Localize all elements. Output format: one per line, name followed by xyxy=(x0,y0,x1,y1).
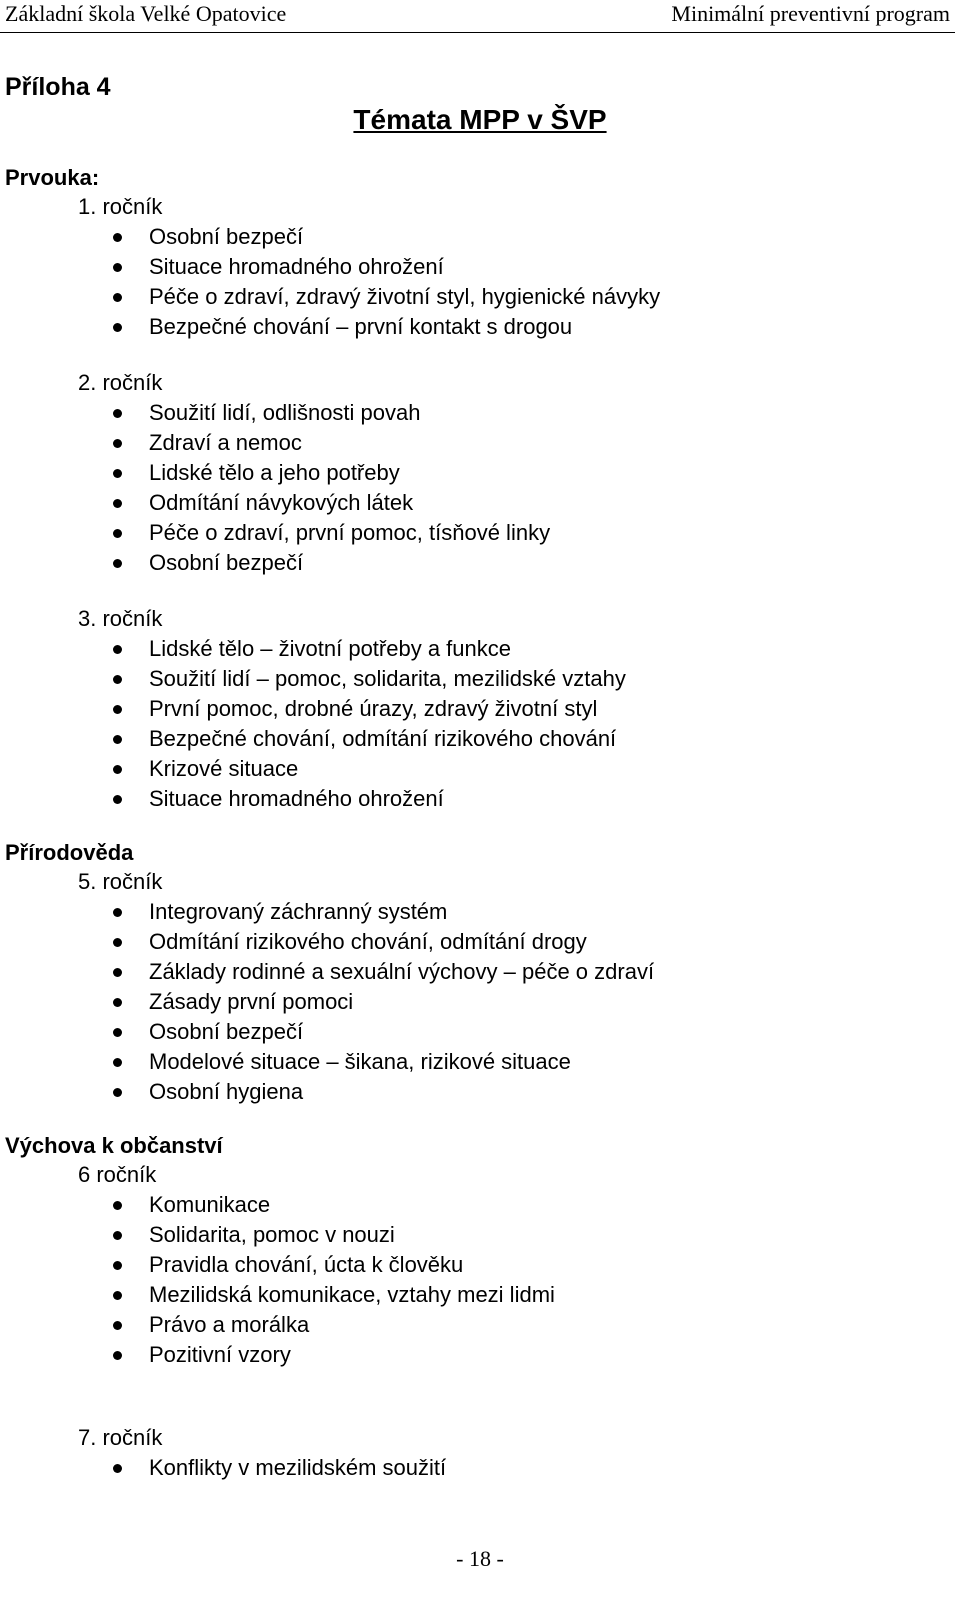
header-program-name: Minimální preventivní program xyxy=(671,1,950,26)
topic-text: Právo a morálka xyxy=(149,1312,310,1337)
topic-text: Soužití lidí, odlišnosti povah xyxy=(149,400,421,425)
topic-text: Mezilidská komunikace, vztahy mezi lidmi xyxy=(149,1282,555,1307)
header-divider xyxy=(0,32,955,33)
topic-text: Zdraví a nemoc xyxy=(149,430,302,455)
grade-label: 3. ročník xyxy=(78,606,163,631)
topic-item xyxy=(0,459,550,489)
bullet-icon xyxy=(113,1028,122,1037)
bullet-icon xyxy=(113,233,122,242)
topic-item xyxy=(0,665,626,695)
topic-text: Bezpečné chování – první kontakt s drogou xyxy=(149,314,573,339)
topic-text: Konflikty v mezilidském soužití xyxy=(149,1455,447,1480)
bullet-icon xyxy=(113,529,122,538)
bullet-icon xyxy=(113,1291,122,1300)
topic-item xyxy=(0,755,626,785)
topic-item xyxy=(0,958,654,988)
bullet-icon xyxy=(113,1231,122,1240)
grade-label: 6 ročník xyxy=(78,1162,157,1187)
bullet-icon xyxy=(113,1088,122,1097)
topic-item xyxy=(0,928,654,958)
bullet-icon xyxy=(113,469,122,478)
topic-text: Krizové situace xyxy=(149,756,299,781)
topic-text: Pravidla chování, úcta k člověku xyxy=(149,1252,464,1277)
topic-text: Osobní bezpečí xyxy=(149,550,304,575)
topic-text: Solidarita, pomoc v nouzi xyxy=(149,1222,395,1247)
topic-item xyxy=(0,1341,555,1371)
topic-text: Osobní bezpečí xyxy=(149,224,304,249)
topic-list xyxy=(0,635,626,815)
topic-item xyxy=(0,1221,555,1251)
topic-text: Integrovaný záchranný systém xyxy=(149,899,448,924)
topic-item xyxy=(0,399,550,429)
topic-item xyxy=(0,489,550,519)
grade-label: 1. ročník xyxy=(78,194,163,219)
topic-text: Odmítání rizikového chování, odmítání drogy xyxy=(149,929,587,954)
topic-list xyxy=(0,1191,555,1371)
bullet-icon xyxy=(113,1201,122,1210)
grade-label: 7. ročník xyxy=(78,1425,163,1450)
bullet-icon xyxy=(113,735,122,744)
bullet-icon xyxy=(113,705,122,714)
topic-text: Péče o zdraví, zdravý životní styl, hygienické návyky xyxy=(149,284,661,309)
bullet-icon xyxy=(113,968,122,977)
bullet-icon xyxy=(113,439,122,448)
topic-item xyxy=(0,313,660,343)
topic-item xyxy=(0,519,550,549)
topic-list xyxy=(0,399,550,579)
topic-list xyxy=(0,223,660,343)
bullet-icon xyxy=(113,1058,122,1067)
topic-item xyxy=(0,1018,654,1048)
topic-list xyxy=(0,1454,446,1484)
topic-text: Osobní hygiena xyxy=(149,1079,304,1104)
topic-text: Pozitivní vzory xyxy=(149,1342,291,1367)
topic-text: Osobní bezpečí xyxy=(149,1019,304,1044)
bullet-icon xyxy=(113,938,122,947)
topic-text: Lidské tělo – životní potřeby a funkce xyxy=(149,636,511,661)
bullet-icon xyxy=(113,998,122,1007)
bullet-icon xyxy=(113,795,122,804)
topic-item xyxy=(0,1454,446,1484)
header-school-name: Základní škola Velké Opatovice xyxy=(5,1,287,26)
topic-item xyxy=(0,549,550,579)
grade-label: 5. ročník xyxy=(78,869,163,894)
topic-item xyxy=(0,635,626,665)
topic-text: Situace hromadného ohrožení xyxy=(149,254,444,279)
page-number: - 18 - xyxy=(456,1546,504,1571)
topic-text: Situace hromadného ohrožení xyxy=(149,786,444,811)
topic-item xyxy=(0,988,654,1018)
bullet-icon xyxy=(113,675,122,684)
topic-item xyxy=(0,695,626,725)
bullet-icon xyxy=(113,908,122,917)
topic-text: Odmítání návykových látek xyxy=(149,490,414,515)
bullet-icon xyxy=(113,1321,122,1330)
bullet-icon xyxy=(113,499,122,508)
topic-text: Modelové situace – šikana, rizikové situace xyxy=(149,1049,571,1074)
topic-text: Komunikace xyxy=(149,1192,271,1217)
bullet-icon xyxy=(113,559,122,568)
topic-item xyxy=(0,1078,654,1108)
bullet-icon xyxy=(113,323,122,332)
topic-item xyxy=(0,429,550,459)
bullet-icon xyxy=(113,293,122,302)
topic-item xyxy=(0,253,660,283)
topic-item xyxy=(0,1311,555,1341)
topic-item xyxy=(0,223,660,253)
topic-item xyxy=(0,1191,555,1221)
topic-text: Lidské tělo a jeho potřeby xyxy=(149,460,400,485)
topic-text: Bezpečné chování, odmítání rizikového chování xyxy=(149,726,617,751)
bullet-icon xyxy=(113,1351,122,1360)
topic-text: Péče o zdraví, první pomoc, tísňové linky xyxy=(149,520,551,545)
topic-item xyxy=(0,898,654,928)
topic-text: První pomoc, drobné úrazy, zdravý životní styl xyxy=(149,696,598,721)
subject-heading: Přírodověda xyxy=(5,840,134,865)
subject-heading: Prvouka: xyxy=(5,165,100,190)
subject-heading: Výchova k občanství xyxy=(5,1133,223,1158)
bullet-icon xyxy=(113,1464,122,1473)
topic-item xyxy=(0,785,626,815)
topic-item xyxy=(0,1048,654,1078)
bullet-icon xyxy=(113,409,122,418)
bullet-icon xyxy=(113,1261,122,1270)
topic-list xyxy=(0,898,654,1108)
topic-item xyxy=(0,1281,555,1311)
bullet-icon xyxy=(113,765,122,774)
topic-text: Zásady první pomoci xyxy=(149,989,354,1014)
topic-text: Soužití lidí – pomoc, solidarita, mezilidské vztahy xyxy=(149,666,626,691)
topic-text: Základy rodinné a sexuální výchovy – péče o zdraví xyxy=(149,959,655,984)
document-title: Témata MPP v ŠVP xyxy=(353,104,607,135)
topic-item xyxy=(0,1251,555,1281)
annex-label: Příloha 4 xyxy=(5,73,111,101)
grade-label: 2. ročník xyxy=(78,370,163,395)
bullet-icon xyxy=(113,263,122,272)
topic-item xyxy=(0,725,626,755)
bullet-icon xyxy=(113,645,122,654)
topic-item xyxy=(0,283,660,313)
